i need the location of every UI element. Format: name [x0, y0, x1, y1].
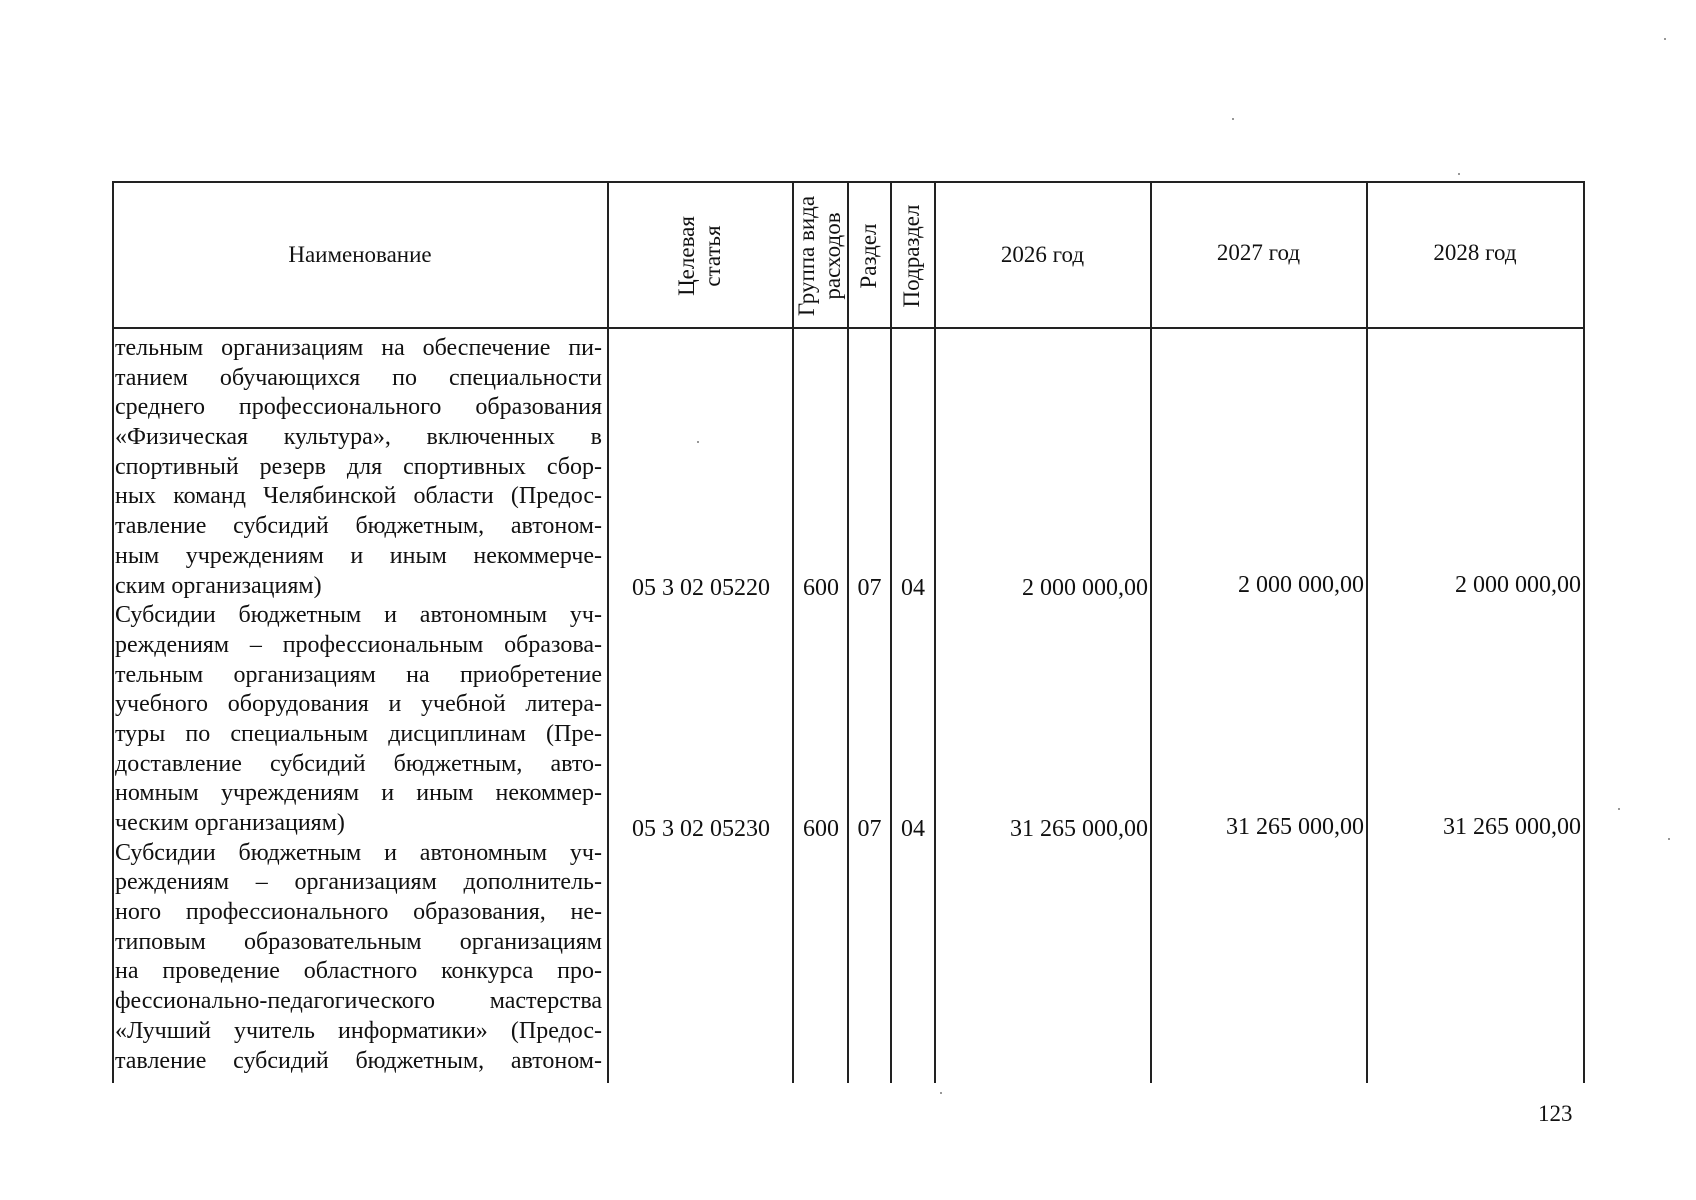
name-line: тавление субсидий бюджетным, автоном-: [115, 513, 602, 540]
col-border-group: [847, 181, 849, 1083]
name-line: ного профессионального образования, не-: [115, 899, 602, 926]
scan-speck: [697, 441, 699, 443]
col-border-section: [890, 181, 892, 1083]
page-number: 123: [1538, 1101, 1573, 1126]
name-line: учебного оборудования и учебной литера-: [115, 691, 602, 718]
header-expense-group-line1: Группа вида: [794, 195, 819, 317]
scan-speck: [940, 1092, 942, 1094]
row2-section: 07: [857, 816, 882, 842]
name-line: типовым образовательным организациям: [115, 928, 602, 955]
name-line: танием обучающихся по специальности: [115, 364, 602, 391]
scan-speck: [1458, 173, 1460, 175]
row2-target-article: 05 3 02 05230: [632, 816, 770, 842]
row2-expense-group: 600: [803, 816, 839, 842]
header-expense-group: [794, 196, 846, 316]
name-column-text: [115, 334, 602, 1076]
name-line: туры по специальным дисциплинам (Пре-: [115, 720, 602, 747]
name-line: реждениям – организациям дополнитель-: [115, 869, 602, 896]
name-line: фессионально-педагогического мастерства: [115, 988, 602, 1015]
name-line: ных команд Челябинской области (Предос-: [115, 483, 602, 510]
row1-value-2026: 2 000 000,00: [1022, 575, 1148, 601]
header-year-2027: 2027 год: [1216, 240, 1301, 265]
name-line: среднего профессионального образования: [115, 394, 602, 421]
row2-subsection: 04: [901, 816, 925, 842]
name-line: номным учреждениям и иным некоммер-: [115, 780, 602, 807]
scan-speck: [1232, 118, 1234, 120]
row1-section: 07: [857, 575, 882, 601]
header-target-article: [674, 216, 726, 296]
header-target-article-line2: статья: [700, 225, 725, 287]
name-line: тельным организациям на обеспечение пи-: [115, 335, 602, 361]
name-line: ческим организациям): [115, 810, 345, 836]
scan-speck: [1618, 808, 1620, 810]
header-subsection: Подраздел: [899, 204, 924, 308]
name-line: спортивный резерв для спортивных сбор-: [115, 453, 602, 480]
col-border-target: [792, 181, 794, 1083]
header-expense-group-line2: расходов: [820, 212, 845, 300]
name-line: тавление субсидий бюджетным, автоном-: [115, 1047, 602, 1074]
row1-value-2027: 2 000 000,00: [1238, 572, 1364, 598]
row1-value-2028: 2 000 000,00: [1455, 572, 1581, 598]
col-border-name: [607, 181, 609, 1083]
name-line: доставление субсидий бюджетным, авто-: [115, 750, 602, 777]
name-line: Субсидии бюджетным и автономным уч-: [115, 602, 602, 629]
header-section: Раздел: [856, 223, 881, 289]
name-line: Субсидии бюджетным и автономным уч-: [115, 839, 602, 866]
row2-value-2027: 31 265 000,00: [1226, 814, 1364, 840]
header-name: Наименование: [288, 242, 432, 267]
name-line: тельным организациям на приобретение: [115, 661, 602, 688]
col-border-right: [1583, 181, 1585, 1083]
header-target-article-line1: Целевая: [674, 216, 699, 296]
name-line: на проведение областного конкурса про-: [115, 958, 602, 985]
row2-value-2028: 31 265 000,00: [1443, 814, 1581, 840]
header-year-2028: 2028 год: [1433, 240, 1517, 265]
name-line: «Физическая культура», включенных в: [115, 424, 602, 451]
name-line: реждениям – профессиональным образова-: [115, 631, 602, 658]
scan-speck: [1668, 838, 1670, 840]
name-line: «Лучший учитель информатики» (Предос-: [115, 1017, 602, 1044]
row1-subsection: 04: [901, 575, 925, 601]
name-line: ным учреждениям и иным некоммерче-: [115, 542, 602, 569]
row1-expense-group: 600: [803, 575, 839, 601]
name-line: ским организациям): [115, 572, 322, 599]
header-year-2026: 2026 год: [1000, 242, 1085, 267]
row1-target-article: 05 3 02 05220: [632, 575, 770, 601]
scan-speck: [1664, 38, 1666, 40]
row2-value-2026: 31 265 000,00: [1010, 816, 1148, 842]
